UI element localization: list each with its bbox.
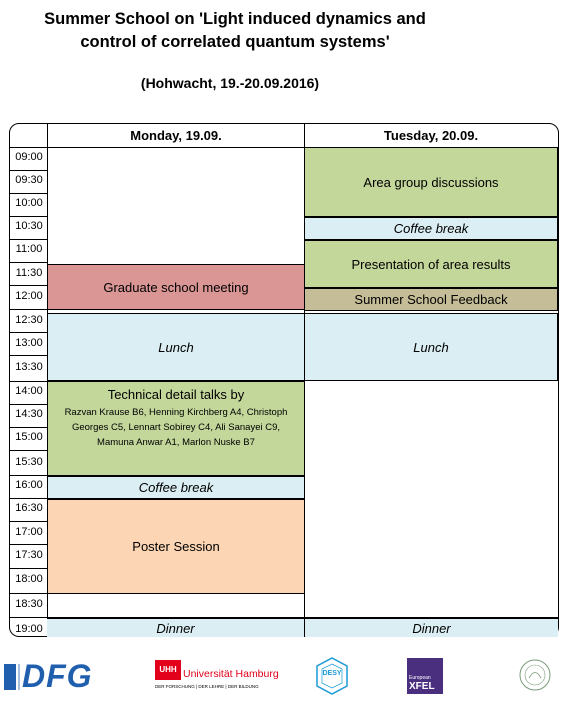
time-row-divider bbox=[10, 404, 47, 405]
talks-speakers: Razvan Krause B6, Henning Kirchberg A4, Christoph Georges C5, Lennart Sobirey C4, Ali Sanayei C9, Mamuna Anwar A1, Marlon Nuske B7 bbox=[64, 407, 288, 448]
time-label: 13:30 bbox=[15, 361, 43, 373]
time-row-divider bbox=[10, 544, 47, 545]
time-row-divider bbox=[10, 285, 47, 286]
title-line-1: Summer School on 'Light induced dynamics and bbox=[44, 10, 426, 28]
time-label: 18:30 bbox=[15, 598, 43, 610]
uhh-tagline: DER FORSCHUNG | DER LEHRE | DER BILDUNG bbox=[155, 684, 259, 689]
time-row-divider bbox=[10, 239, 47, 240]
time-row-divider bbox=[10, 475, 47, 476]
desy-logo bbox=[314, 656, 350, 696]
title-line-2: control of correlated quantum systems' bbox=[80, 33, 390, 51]
time-label: 14:30 bbox=[15, 408, 43, 420]
day-header-monday: Monday, 19.09. bbox=[130, 128, 222, 143]
time-label: 15:00 bbox=[15, 431, 43, 443]
time-label: 10:30 bbox=[15, 220, 43, 232]
time-row-divider bbox=[10, 309, 47, 310]
uhh-logo bbox=[155, 660, 279, 694]
time-row-divider bbox=[10, 355, 47, 356]
time-label: 09:30 bbox=[15, 174, 43, 186]
dfg-text: DFG bbox=[22, 658, 93, 694]
xfel-logo bbox=[407, 658, 443, 694]
event-summer-school-feedback: Summer School Feedback bbox=[304, 288, 558, 311]
time-row-divider bbox=[10, 170, 47, 171]
time-row-divider bbox=[10, 521, 47, 522]
event-graduate-school-meeting: Graduate school meeting bbox=[47, 264, 305, 310]
dfg-logo bbox=[4, 660, 116, 694]
xfel-top-text: European bbox=[409, 675, 431, 681]
time-label: 18:00 bbox=[15, 573, 43, 585]
event-area-group-discussions: Area group discussions bbox=[304, 147, 558, 217]
event-dinner-monday: Dinner bbox=[47, 618, 305, 637]
time-row-divider bbox=[10, 427, 47, 428]
time-label: 14:00 bbox=[15, 385, 43, 397]
time-label: 13:00 bbox=[15, 337, 43, 349]
event-poster-session: Poster Session bbox=[47, 499, 305, 594]
time-row-divider bbox=[10, 568, 47, 569]
time-row-divider bbox=[10, 593, 47, 594]
event-coffee-break-tuesday: Coffee break bbox=[304, 217, 558, 240]
time-row-divider bbox=[10, 216, 47, 217]
time-label: 10:00 bbox=[15, 197, 43, 209]
time-row-divider bbox=[10, 381, 47, 382]
time-row-divider bbox=[10, 332, 47, 333]
time-label: 11:00 bbox=[15, 243, 43, 255]
desy-text: DESY bbox=[322, 670, 342, 677]
time-label: 11:30 bbox=[15, 267, 43, 279]
subtitle: (Hohwacht, 19.-20.09.2016) bbox=[140, 75, 320, 91]
seal-logo bbox=[518, 658, 552, 692]
event-presentation-area-results: Presentation of area results bbox=[304, 240, 558, 288]
time-label: 09:00 bbox=[15, 151, 43, 163]
time-label: 17:00 bbox=[15, 526, 43, 538]
uhh-name: Universität Hamburg bbox=[183, 668, 279, 680]
time-row-divider bbox=[10, 498, 47, 499]
event-dinner-tuesday: Dinner bbox=[304, 618, 558, 637]
time-label: 15:30 bbox=[15, 456, 43, 468]
day-header-tuesday: Tuesday, 20.09. bbox=[383, 128, 479, 143]
event-lunch-tuesday: Lunch bbox=[304, 313, 558, 381]
time-label: 19:00 bbox=[15, 623, 43, 635]
time-label: 17:30 bbox=[15, 549, 43, 561]
time-row-divider bbox=[10, 450, 47, 451]
event-coffee-break-monday: Coffee break bbox=[47, 476, 305, 499]
time-row-divider bbox=[10, 262, 47, 263]
time-row-divider bbox=[10, 193, 47, 194]
event-lunch-monday: Lunch bbox=[47, 313, 305, 381]
time-label: 12:30 bbox=[15, 314, 43, 326]
time-label: 16:00 bbox=[15, 479, 43, 491]
talks-title: Technical detail talks by bbox=[107, 387, 245, 402]
uhh-mark: UHH bbox=[155, 660, 181, 680]
xfel-main-text: XFEL bbox=[409, 681, 435, 692]
time-label: 16:30 bbox=[15, 502, 43, 514]
time-label: 12:00 bbox=[15, 290, 43, 302]
event-technical-talks bbox=[47, 381, 305, 476]
